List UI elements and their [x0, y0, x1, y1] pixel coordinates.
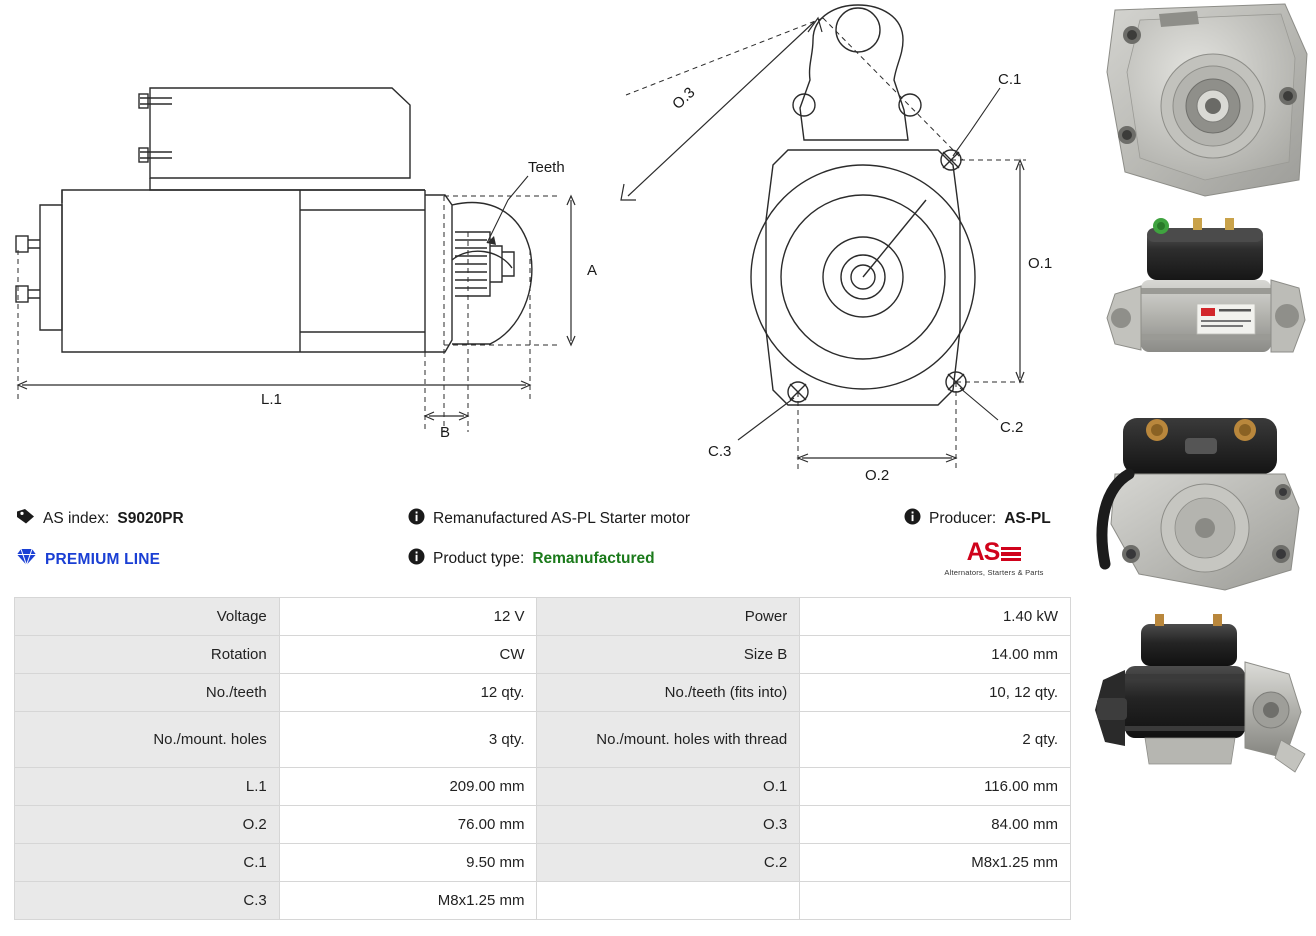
spec-value: 209.00 mm: [279, 768, 537, 806]
teeth-label: Teeth: [528, 159, 565, 176]
table-row: [15, 712, 1071, 768]
product-photo-4[interactable]: [1085, 608, 1316, 800]
spec-label2: Power: [537, 598, 800, 636]
product-description: Remanufactured AS-PL Starter motor: [433, 510, 691, 527]
description-line: [408, 508, 690, 530]
info-icon: [904, 508, 921, 530]
spec-value: M8x1.25 mm: [279, 882, 537, 920]
table-row: [15, 844, 1071, 882]
spec-label: C.3: [15, 882, 280, 920]
spec-label2: No./mount. holes with thread: [537, 712, 800, 768]
spec-empty-cell: [537, 882, 800, 920]
table-row: [15, 674, 1071, 712]
starter-side-view-drawing: [0, 0, 620, 495]
info-icon: [408, 548, 425, 570]
dimension-label-o1: O.1: [1028, 255, 1053, 272]
spec-value2: 10, 12 qty.: [800, 674, 1071, 712]
dimension-label-o3: O.3: [669, 83, 699, 113]
spec-value2: 116.00 mm: [800, 768, 1071, 806]
spec-value2: 84.00 mm: [800, 806, 1071, 844]
spec-value: 76.00 mm: [279, 806, 537, 844]
aspl-logo-bars-icon: [1001, 544, 1021, 562]
spec-value2: 1.40 kW: [800, 598, 1071, 636]
spec-value: 3 qty.: [279, 712, 537, 768]
spec-value: 12 qty.: [279, 674, 537, 712]
spec-label: C.1: [15, 844, 280, 882]
spec-value2: 2 qty.: [800, 712, 1071, 768]
as-index-label: AS index:: [43, 510, 110, 527]
table-row: [15, 882, 1071, 920]
table-row: [15, 806, 1071, 844]
dimension-label-b: B: [440, 424, 451, 441]
spec-label2: Size B: [537, 636, 800, 674]
spec-label2: O.1: [537, 768, 800, 806]
as-index-line: [16, 508, 184, 530]
producer-label: Producer:: [929, 510, 997, 527]
product-type-label: Product type:: [433, 550, 525, 567]
aspl-logo: [929, 538, 1059, 577]
product-photo-2[interactable]: [1085, 208, 1316, 400]
premium-line-label: PREMIUM LINE: [45, 550, 161, 568]
diamond-icon: [16, 548, 37, 571]
spec-label: L.1: [15, 768, 280, 806]
spec-label: No./mount. holes: [15, 712, 280, 768]
spec-value2: M8x1.25 mm: [800, 844, 1071, 882]
spec-value: 9.50 mm: [279, 844, 537, 882]
product-photo-1[interactable]: [1085, 2, 1316, 202]
table-row: [15, 636, 1071, 674]
spec-label2: No./teeth (fits into): [537, 674, 800, 712]
product-type-line: [408, 548, 655, 570]
table-row: [15, 598, 1071, 636]
callout-label-c1: C.1: [998, 71, 1022, 88]
spec-value2: 14.00 mm: [800, 636, 1071, 674]
spec-label2: O.3: [537, 806, 800, 844]
premium-line-badge: [16, 548, 160, 571]
info-icon: [408, 508, 425, 530]
producer-value: AS-PL: [1004, 510, 1051, 527]
spec-label: O.2: [15, 806, 280, 844]
dimension-label-a: A: [587, 262, 598, 279]
spec-empty-cell: [800, 882, 1071, 920]
table-row: [15, 768, 1071, 806]
spec-label: No./teeth: [15, 674, 280, 712]
callout-label-c3: C.3: [708, 443, 732, 460]
tag-icon: [16, 508, 35, 530]
spec-label: Voltage: [15, 598, 280, 636]
starter-front-view-drawing: [608, 0, 1068, 495]
dimension-label-l1: L.1: [261, 391, 282, 408]
spec-value: 12 V: [279, 598, 537, 636]
spec-value: CW: [279, 636, 537, 674]
specification-table: [14, 597, 1071, 920]
technical-drawings: [0, 0, 1080, 495]
spec-label: Rotation: [15, 636, 280, 674]
product-info-row: [14, 500, 1074, 588]
callout-label-c2: C.2: [1000, 419, 1024, 436]
aspl-logo-text: AS: [966, 538, 1000, 566]
producer-line: [904, 508, 1051, 530]
dimension-label-o2: O.2: [865, 467, 890, 484]
product-photo-gallery: [1085, 0, 1316, 830]
spec-label2: C.2: [537, 844, 800, 882]
product-type-value: Remanufactured: [532, 550, 655, 567]
as-index-value: S9020PR: [117, 510, 184, 527]
product-photo-3[interactable]: [1085, 404, 1316, 604]
aspl-logo-subtitle: Alternators, Starters & Parts: [944, 568, 1044, 577]
